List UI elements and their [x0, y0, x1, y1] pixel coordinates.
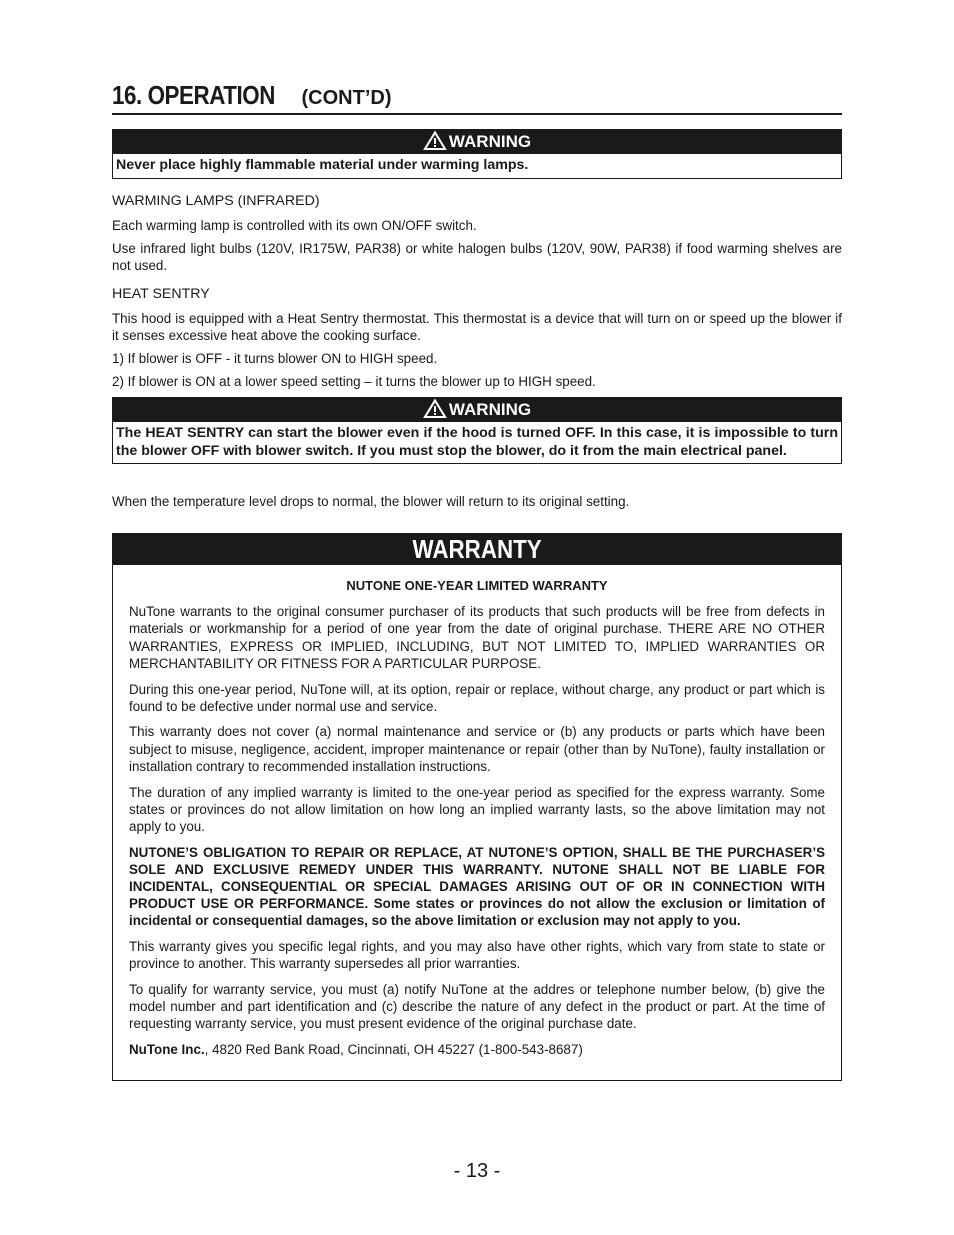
warranty-body: [113, 565, 841, 1058]
warning-header: [113, 130, 841, 154]
warranty-p5: NUTONE’S OBLIGATION TO REPAIR OR REPLACE, AT NUTONE’S OPTION, SHALL BE THE PURCHASER’S SOLE AND EXCLUSIVE REMEDY UNDER THIS WARRANTY. NUTONE SHALL NOT BE LIABLE FOR INCIDENTAL, CONSEQUENTIAL OR SPECIAL DAMAGES ARISING OUT OF OR IN CONNECTION WITH PRODUCT USE OR PERFORMANCE. Some states or provinces do not allow the exclusion or limitation of incidental or consequential damages, so the above limitation or exclusion may not apply to you.: [129, 844, 825, 929]
warranty-contact: [129, 1041, 825, 1058]
warranty-title: WARRANTY: [412, 534, 542, 564]
section-title-main: 16. OPERATION: [112, 80, 275, 110]
heat-sentry-heading: HEAT SENTRY: [112, 286, 210, 302]
section-title-suffix: (CONT’D): [301, 87, 392, 109]
temperature-note: When the temperature level drops to normal, the blower will return to its original setting.: [112, 494, 630, 509]
warning-label: WARNING: [448, 132, 532, 151]
company-address: , 4820 Red Bank Road, Cincinnati, OH 45227 (1-800-543-8687): [204, 1042, 583, 1058]
company-name: NuTone Inc.: [129, 1042, 205, 1058]
warming-lamps-heading: WARMING LAMPS (INFRARED): [112, 193, 320, 209]
warranty-p1: NuTone warrants to the original consumer purchaser of its products that such products will be free from defects in materials or workmanship for a period of one year from the date of original purchase. THERE ARE NO OTHER WARRANTIES, EXPRESS OR IMPLIED, INCLUDING, BUT NOT LIMITED TO, IMPLIED WARRANTIES OR MERCHANTABILITY OR FITNESS FOR A PARTICULAR PURPOSE.: [129, 604, 825, 671]
page-number: - 13 -: [453, 1160, 501, 1182]
heat-sentry-item1: 1) If blower is OFF - it turns blower ON to HIGH speed.: [112, 351, 438, 366]
warning-box-heat-sentry: [112, 397, 842, 464]
warning-triangle-icon: [423, 130, 447, 151]
warranty-p6: This warranty gives you specific legal rights, and you may also have other rights, which vary from state to state or province to another. This warranty supersedes all prior warranties.: [129, 939, 825, 972]
warming-lamps-p2: Use infrared light bulbs (120V, IR175W, PAR38) or white halogen bulbs (120V, 90W, PAR38) if food warming shelves are not used.: [112, 241, 842, 274]
warning-text: Never place highly flammable material under warming lamps.: [116, 157, 529, 173]
warranty-box: [112, 533, 842, 1081]
warming-lamps-p1: Each warming lamp is controlled with its own ON/OFF switch.: [112, 218, 477, 233]
warranty-p7: To qualify for warranty service, you must (a) notify NuTone at the addres or telephone number below, (b) give the model number and part identification and (c) describe the nature of any defect in the product or part. At the time of requesting warranty service, you must present evidence of the original purchase date.: [129, 982, 825, 1032]
warranty-p2: During this one-year period, NuTone will, at its option, repair or replace, without charge, any product or part which is found to be defective under normal use and service.: [129, 681, 825, 714]
warning-header: [113, 398, 841, 422]
section-title: [112, 80, 842, 115]
warning-box-flammable: [112, 129, 842, 179]
heat-sentry-p1: This hood is equipped with a Heat Sentry thermostat. This thermostat is a device that will turn on or speed up the blower if it senses excessive heat above the cooking surface.: [112, 311, 842, 344]
warning-text: The HEAT SENTRY can start the blower even if the hood is turned OFF. In this case, it is impossible to turn the blower OFF with blower switch. If you must stop the blower, do it from the main electrical panel.: [116, 425, 838, 459]
warranty-p4: The duration of any implied warranty is limited to the one-year period as specified for the express warranty. Some states or provinces do not allow limitation on how long an implied warranty lasts, so the above limitation may not apply to you.: [129, 784, 825, 834]
warning-triangle-icon: [423, 398, 447, 419]
warranty-subtitle: NUTONE ONE-YEAR LIMITED WARRANTY: [346, 578, 608, 593]
warranty-p3: This warranty does not cover (a) normal maintenance and service or (b) any products or parts which have been subject to misuse, negligence, accident, improper maintenance or repair (other than by NuTone), faulty installation or installation contrary to recommended installation instructions.: [129, 724, 825, 774]
warning-label: WARNING: [448, 400, 532, 419]
heat-sentry-item2: 2) If blower is ON at a lower speed setting – it turns the blower up to HIGH speed.: [112, 374, 596, 389]
warranty-header: [113, 534, 841, 565]
